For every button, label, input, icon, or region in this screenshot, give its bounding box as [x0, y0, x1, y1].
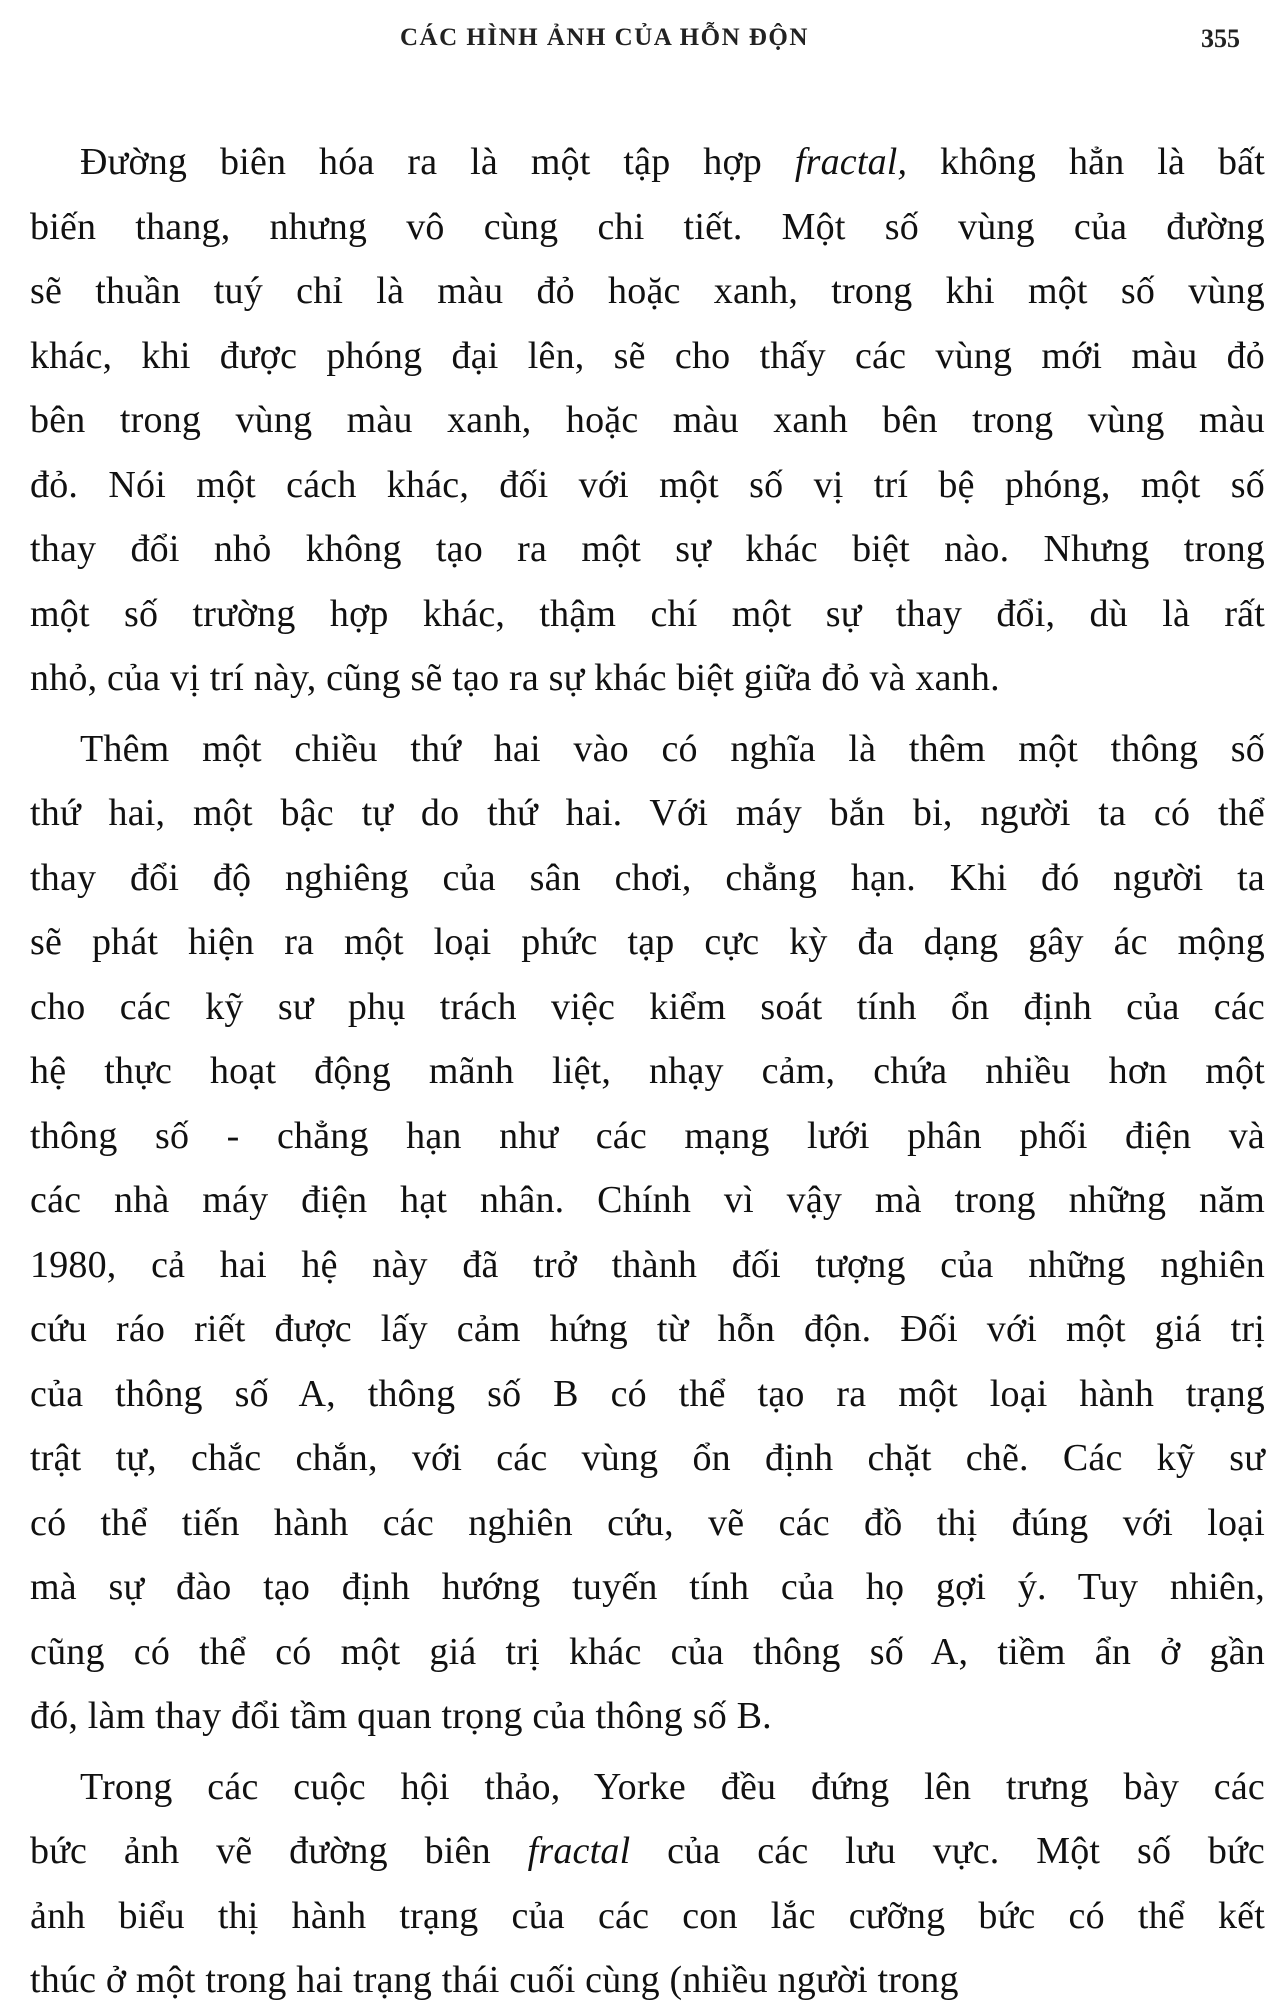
text-line: [30, 781, 1265, 846]
paragraph: [30, 717, 1265, 1749]
text-line: [30, 1297, 1265, 1362]
text-line: [30, 1620, 1265, 1685]
text-line: [30, 1491, 1265, 1556]
text-segment: sẽ thuần tuý chỉ là màu đỏ hoặc xanh, trong khi một số vùng: [30, 270, 1265, 312]
text-line: [30, 195, 1265, 260]
running-title: CÁC HÌNH ẢNH CỦA HỖN ĐỘN: [400, 24, 809, 51]
text-segment: Thêm một chiều thứ hai vào có nghĩa là thêm một thông số: [80, 727, 1265, 770]
text-segment: mà sự đào tạo định hướng tuyến tính của họ gợi ý. Tuy nhiên,: [30, 1566, 1265, 1608]
text-line: [30, 1684, 1265, 1749]
text-segment: cứu ráo riết được lấy cảm hứng từ hỗn độn. Đối với một giá trị: [30, 1308, 1265, 1350]
text-segment: các nhà máy điện hạt nhân. Chính vì vậy mà trong những năm: [30, 1179, 1265, 1221]
text-segment: thay đổi nhỏ không tạo ra một sự khác biệt nào. Nhưng trong: [30, 528, 1265, 570]
text-line: [30, 1104, 1265, 1169]
text-segment: của các lưu vực. Một số bức: [630, 1830, 1265, 1872]
running-header: [0, 24, 1280, 64]
paragraph: [30, 1755, 1265, 2013]
page-number: 355: [1201, 24, 1240, 53]
text-segment: trật tự, chắc chắn, với các vùng ổn định chặt chẽ. Các kỹ sư: [30, 1437, 1265, 1479]
text-segment: sẽ phát hiện ra một loại phức tạp cực kỳ đa dạng gây ác mộng: [30, 921, 1265, 963]
text-line: [30, 910, 1265, 975]
text-segment: Trong các cuộc hội thảo, Yorke đều đứng lên trưng bày các: [80, 1765, 1265, 1808]
text-segment: thúc ở một trong hai trạng thái cuối cùng (nhiều người trong: [30, 1959, 959, 2001]
text-line: [30, 453, 1265, 518]
text-line: [30, 1233, 1265, 1298]
text-line: [30, 717, 1265, 782]
text-line: [30, 646, 1265, 711]
paragraph: [30, 130, 1265, 711]
text-segment: có thể tiến hành các nghiên cứu, vẽ các đồ thị đúng với loại: [30, 1501, 1265, 1544]
text-segment: thay đổi độ nghiêng của sân chơi, chẳng hạn. Khi đó người ta: [30, 856, 1265, 899]
text-line: [30, 582, 1265, 647]
text-line: [30, 517, 1265, 582]
text-line: [30, 1168, 1265, 1233]
text-segment: nhỏ, của vị trí này, cũng sẽ tạo ra sự khác biệt giữa đỏ và xanh.: [30, 657, 1000, 699]
italic-term: fractal,: [794, 141, 908, 183]
text-line: [30, 1884, 1265, 1949]
text-line: [30, 1819, 1265, 1884]
text-line: [30, 846, 1265, 911]
text-segment: hệ thực hoạt động mãnh liệt, nhạy cảm, chứa nhiều hơn một: [30, 1050, 1265, 1092]
text-segment: của thông số A, thông số B có thể tạo ra một loại hành trạng: [30, 1372, 1265, 1415]
text-line: [30, 259, 1265, 324]
italic-term: fractal: [527, 1830, 631, 1872]
text-segment: bức ảnh vẽ đường biên: [30, 1830, 528, 1872]
text-segment: cho các kỹ sư phụ trách việc kiểm soát tính ổn định của các: [30, 985, 1265, 1028]
text-line: [30, 324, 1265, 389]
text-segment: ảnh biểu thị hành trạng của các con lắc cưỡng bức có thể kết: [30, 1894, 1265, 1937]
text-line: [30, 1755, 1265, 1820]
body-text: [30, 130, 1265, 2013]
text-line: [30, 975, 1265, 1040]
text-segment: bên trong vùng màu xanh, hoặc màu xanh bên trong vùng màu: [30, 399, 1265, 441]
text-line: [30, 1555, 1265, 1620]
text-segment: khác, khi được phóng đại lên, sẽ cho thấy các vùng mới màu đỏ: [30, 334, 1265, 377]
text-line: [30, 1362, 1265, 1427]
text-segment: thứ hai, một bậc tự do thứ hai. Với máy bắn bi, người ta có thể: [30, 792, 1265, 834]
text-segment: đó, làm thay đổi tầm quan trọng của thông số B.: [30, 1695, 772, 1737]
text-segment: thông số - chẳng hạn như các mạng lưới phân phối điện và: [30, 1114, 1265, 1157]
text-line: [30, 1426, 1265, 1491]
text-line: [30, 388, 1265, 453]
text-line: [30, 1039, 1265, 1104]
text-segment: cũng có thể có một giá trị khác của thông số A, tiềm ẩn ở gần: [30, 1630, 1265, 1673]
text-segment: không hẳn là bất: [907, 141, 1265, 183]
text-segment: 1980, cả hai hệ này đã trở thành đối tượng của những nghiên: [30, 1243, 1265, 1286]
text-line: [30, 130, 1265, 195]
text-line: [30, 1948, 1265, 2013]
text-segment: đỏ. Nói một cách khác, đối với một số vị trí bệ phóng, một số: [30, 463, 1265, 506]
text-segment: biến thang, nhưng vô cùng chi tiết. Một số vùng của đường: [30, 205, 1265, 248]
text-segment: một số trường hợp khác, thậm chí một sự thay đổi, dù là rất: [30, 592, 1265, 635]
text-segment: Đường biên hóa ra là một tập hợp: [80, 141, 795, 183]
